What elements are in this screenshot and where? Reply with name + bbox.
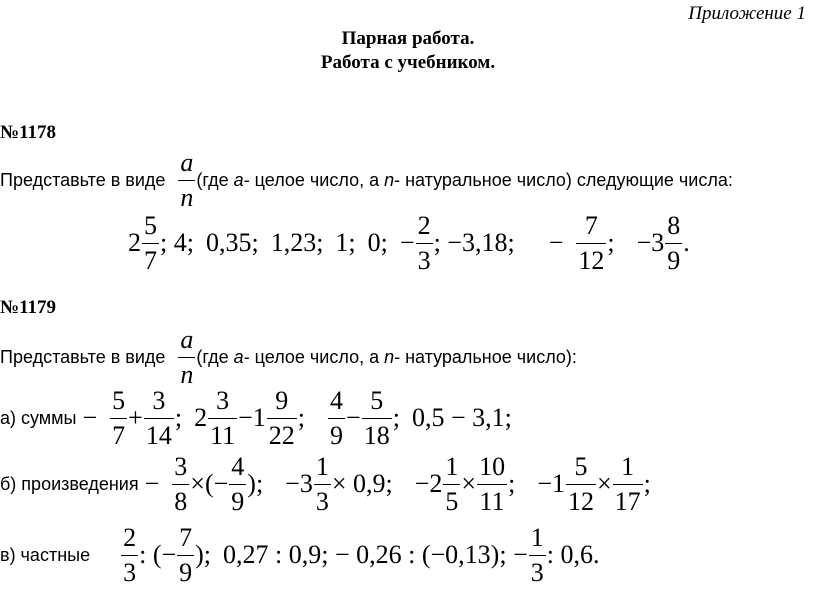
fraction: $\frac{5}{18}$ (363, 386, 390, 450)
prompt-text: Представьте в виде (0, 346, 166, 367)
fraction: $\frac{2}{3}$ (417, 211, 431, 275)
fraction: $\frac{4}{9}$ (330, 386, 344, 450)
fraction: $\frac{7}{9}$ (179, 523, 193, 587)
fraction-a-over-n: $\frac{a}{n}$ (180, 148, 194, 212)
fraction: $\frac{3}{14}$ (145, 386, 172, 450)
row-label: б) произведения (0, 473, 139, 494)
fraction: $\frac{5}{12}$ (567, 452, 594, 516)
fraction: $\frac{3}{8}$ (174, 452, 188, 516)
prompt-text: (где a- целое число, а n- натуральное число) следующие числа: (196, 169, 733, 190)
task-1179-number: №1179 (0, 297, 57, 318)
fraction: $\frac{8}{9}$ (667, 211, 681, 275)
sums-row: а) суммы − $\frac{5}{7}$ + $\frac{3}{14}$ ; 2 $\frac{3}{11}$ −1 $\frac{9}{22}$ ; $\frac{4}{9}$ − $\frac{5}{18}$ ; 0,5 − 3,1; (0, 386, 512, 450)
fraction: $\frac{4}{9}$ (231, 452, 245, 516)
fraction: $\frac{1}{17}$ (614, 452, 641, 516)
task-1178-number: №1178 (0, 122, 57, 143)
fraction-a-over-n: $\frac{a}{n}$ (180, 325, 194, 389)
fraction: $\frac{10}{11}$ (479, 452, 506, 516)
fraction: $\frac{9}{22}$ (268, 386, 295, 450)
prompt-text: (где a- целое число, а n- натуральное число): (196, 346, 577, 367)
fraction: $\frac{7}{12}$ (578, 211, 605, 275)
task-1179-prompt (0, 325, 577, 389)
row-label: а) суммы (0, 407, 77, 428)
row-label: в) частные (0, 544, 91, 565)
prompt-text: Представьте в виде (0, 169, 166, 190)
fraction: $\frac{5}{7}$ (112, 386, 126, 450)
fraction: $\frac{1}{3}$ (315, 452, 329, 516)
fraction: $\frac{2}{3}$ (123, 523, 137, 587)
fraction: $\frac{3}{11}$ (210, 386, 236, 450)
fraction: $\frac{5}{7}$ (144, 211, 157, 275)
page-title: Парная работа. (341, 28, 475, 49)
fraction: $\frac{1}{3}$ (530, 523, 544, 587)
quotients-row: в) частные $\frac{2}{3}$ : (− $\frac{7}{9}$ ); 0,27 : 0,9; − 0,26 : (−0,13); − $\frac{1}{3}$ : 0,6. (0, 523, 600, 587)
products-row: б) произведения − $\frac{3}{8}$ ×(− $\frac{4}{9}$ ); −3 $\frac{1}{3}$ × 0,9; −2 $\frac{1}{5}$ × $\frac{10}{11}$ ; −1 $\frac{5}{12}$ × $\frac{1}{17}$ ; (0, 452, 651, 516)
appendix-label: Приложение 1 (688, 3, 806, 24)
task-1178-expression: 2 $\frac{5}{7}$ ; 4; 0,35; 1,23; 1; 0; − $\frac{2}{3}$ ; −3,18; − $\frac{7}{12}$ ; −3 $\frac{8}{9}$ . (128, 211, 690, 275)
page-subtitle: Работа с учебником. (320, 52, 496, 73)
task-1178-prompt (0, 148, 733, 212)
fraction: $\frac{1}{5}$ (445, 452, 459, 516)
